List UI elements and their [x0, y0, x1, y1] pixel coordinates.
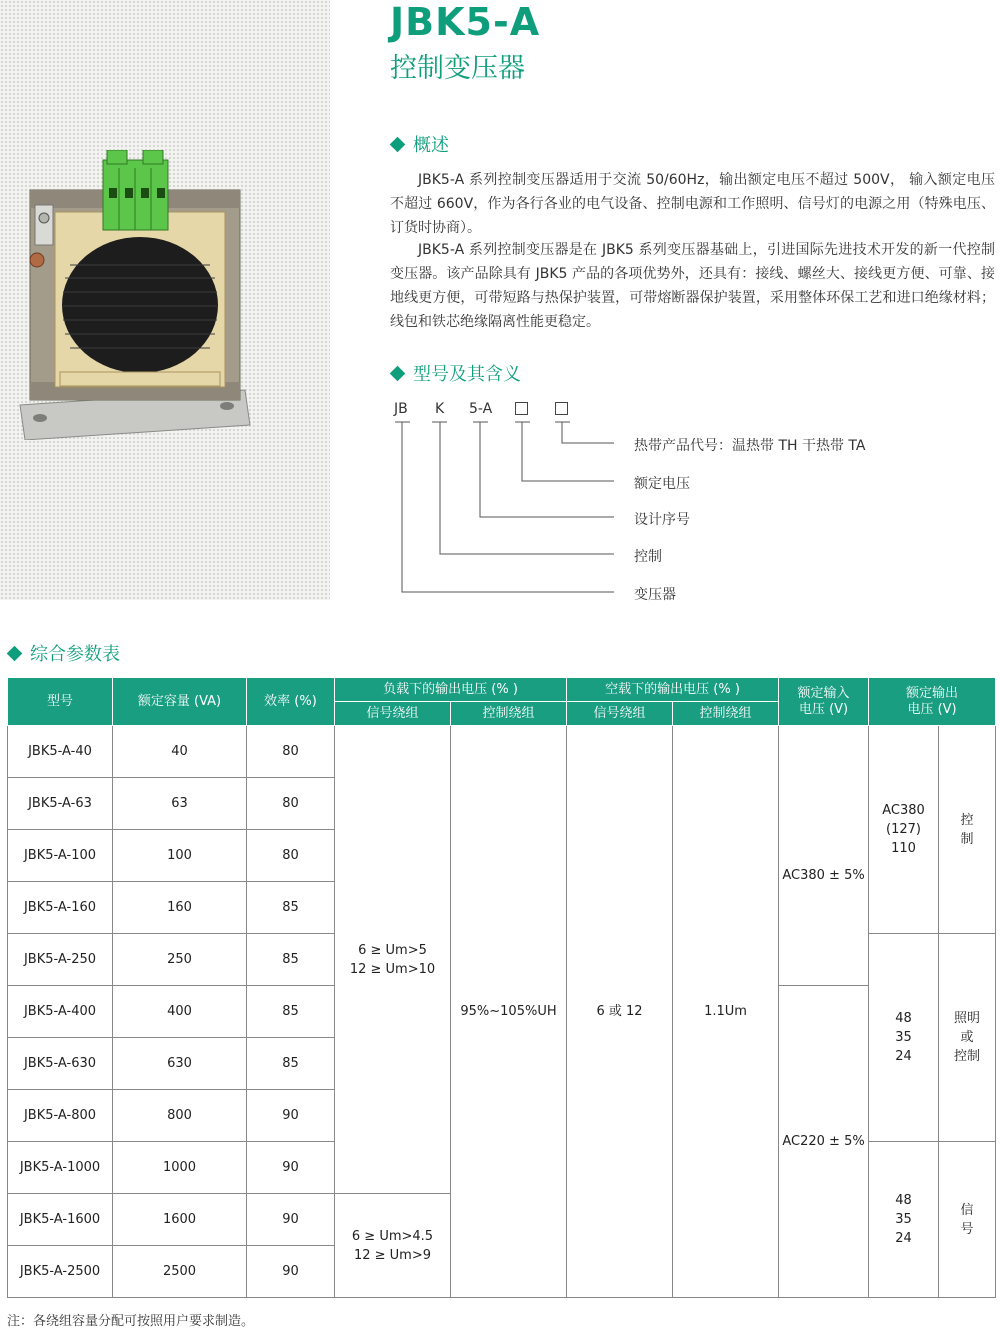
- efficiency-cell: 85: [247, 1038, 335, 1090]
- model-voltage-box: [515, 402, 528, 415]
- output-g2-volts: 48 35 24: [869, 934, 939, 1142]
- model-diagram-lines: [0, 0, 1000, 620]
- type-cell: JBK5-A-630: [8, 1038, 113, 1090]
- header-load-control: 控制绕组: [451, 702, 567, 726]
- header-noload-output: 空载下的输出电压 (% ): [567, 678, 779, 702]
- efficiency-cell: 85: [247, 986, 335, 1038]
- type-cell: JBK5-A-2500: [8, 1246, 113, 1298]
- noload-control-cell: 1.1Um: [673, 726, 779, 1298]
- efficiency-cell: 85: [247, 934, 335, 986]
- type-cell: JBK5-A-400: [8, 986, 113, 1038]
- header-rated-output: 额定输出 电压 (V): [869, 678, 996, 726]
- efficiency-cell: 90: [247, 1090, 335, 1142]
- capacity-cell: 1600: [113, 1194, 247, 1246]
- params-heading-text: 综合参数表: [30, 644, 120, 665]
- type-cell: JBK5-A-250: [8, 934, 113, 986]
- noload-signal-cell: 6 或 12: [567, 726, 673, 1298]
- efficiency-cell: 90: [247, 1246, 335, 1298]
- header-load-signal: 信号绕组: [335, 702, 451, 726]
- model-label-control: 控制: [634, 549, 662, 565]
- type-cell: JBK5-A-1000: [8, 1142, 113, 1194]
- capacity-cell: 160: [113, 882, 247, 934]
- model-label-climate: 热带产品代号：温热带 TH 干热带 TA: [634, 438, 866, 454]
- efficiency-cell: 90: [247, 1194, 335, 1246]
- type-cell: JBK5-A-63: [8, 778, 113, 830]
- efficiency-cell: 80: [247, 778, 335, 830]
- model-climate-box: [555, 402, 568, 415]
- params-heading: [9, 640, 120, 666]
- capacity-cell: 100: [113, 830, 247, 882]
- overview-heading-text: 概述: [413, 135, 449, 156]
- load-control-cell: 95%~105%UH: [451, 726, 567, 1298]
- output-g2-use: 照明 或 控制: [939, 934, 996, 1142]
- load-signal-cell-1: 6 ≥ Um>5 12 ≥ Um>10: [335, 726, 451, 1194]
- output-g3-use: 信 号: [939, 1142, 996, 1298]
- params-table: [7, 677, 996, 1298]
- capacity-cell: 630: [113, 1038, 247, 1090]
- model-part-design: 5-A: [469, 401, 493, 417]
- header-noload-control: 控制绕组: [673, 702, 779, 726]
- capacity-cell: 40: [113, 726, 247, 778]
- input-cell-2: AC220 ± 5%: [779, 986, 869, 1298]
- footnote: 注：各绕组容量分配可按照用户要求制造。: [7, 1314, 255, 1329]
- page-subtitle: 控制变压器: [390, 53, 525, 84]
- type-cell: JBK5-A-1600: [8, 1194, 113, 1246]
- overview-paragraph-2: JBK5-A 系列控制变压器是在 JBK5 系列变压器基础上，引进国际先进技术开发的新一代控制变压器。该产品除具有 JBK5 产品的各项优势外，还具有：接线、螺丝大、接线更方便、可靠、接地线更方便，可带短路与热保护装置，可带熔断器保护装置，采用整体环保工艺和进口绝缘材料；线包和铁芯绝缘隔离性能更稳定。: [390, 242, 995, 330]
- capacity-cell: 400: [113, 986, 247, 1038]
- capacity-cell: 63: [113, 778, 247, 830]
- efficiency-cell: 80: [247, 726, 335, 778]
- output-g1-use: 控 制: [939, 726, 996, 934]
- model-part-jb: JB: [394, 401, 408, 417]
- output-g3-volts: 48 35 24: [869, 1142, 939, 1298]
- capacity-cell: 800: [113, 1090, 247, 1142]
- capacity-cell: 2500: [113, 1246, 247, 1298]
- output-g1-volts: AC380 (127) 110: [869, 726, 939, 934]
- type-cell: JBK5-A-160: [8, 882, 113, 934]
- table-row: [8, 726, 996, 778]
- header-efficiency: 效率 (%): [247, 678, 335, 726]
- load-signal-cell-2: 6 ≥ Um>4.5 12 ≥ Um>9: [335, 1194, 451, 1298]
- capacity-cell: 1000: [113, 1142, 247, 1194]
- type-cell: JBK5-A-800: [8, 1090, 113, 1142]
- efficiency-cell: 85: [247, 882, 335, 934]
- type-cell: JBK5-A-100: [8, 830, 113, 882]
- model-label-design: 设计序号: [634, 512, 690, 528]
- model-label-transformer: 变压器: [634, 587, 676, 603]
- header-load-output: 负载下的输出电压 (% ): [335, 678, 567, 702]
- capacity-cell: 250: [113, 934, 247, 986]
- efficiency-cell: 90: [247, 1142, 335, 1194]
- page-title: JBK5-A: [390, 0, 541, 44]
- header-noload-signal: 信号绕组: [567, 702, 673, 726]
- model-heading-text: 型号及其含义: [413, 364, 521, 385]
- header-type: 型号: [8, 678, 113, 726]
- type-cell: JBK5-A-40: [8, 726, 113, 778]
- input-cell-1: AC380 ± 5%: [779, 726, 869, 986]
- header-rated-input: 额定输入 电压 (V): [779, 678, 869, 726]
- header-capacity: 额定容量 (VA): [113, 678, 247, 726]
- efficiency-cell: 80: [247, 830, 335, 882]
- model-part-k: K: [435, 401, 445, 417]
- model-label-voltage: 额定电压: [634, 476, 690, 492]
- overview-paragraph-1: JBK5-A 系列控制变压器适用于交流 50/60Hz，输出额定电压不超过 500V， 输入额定电压不超过 660V，作为各行各业的电气设备、控制电源和工作照明、信号灯的电源之用（特殊电压、订货时协商）。: [390, 172, 995, 236]
- diamond-bullet-icon: [7, 645, 23, 661]
